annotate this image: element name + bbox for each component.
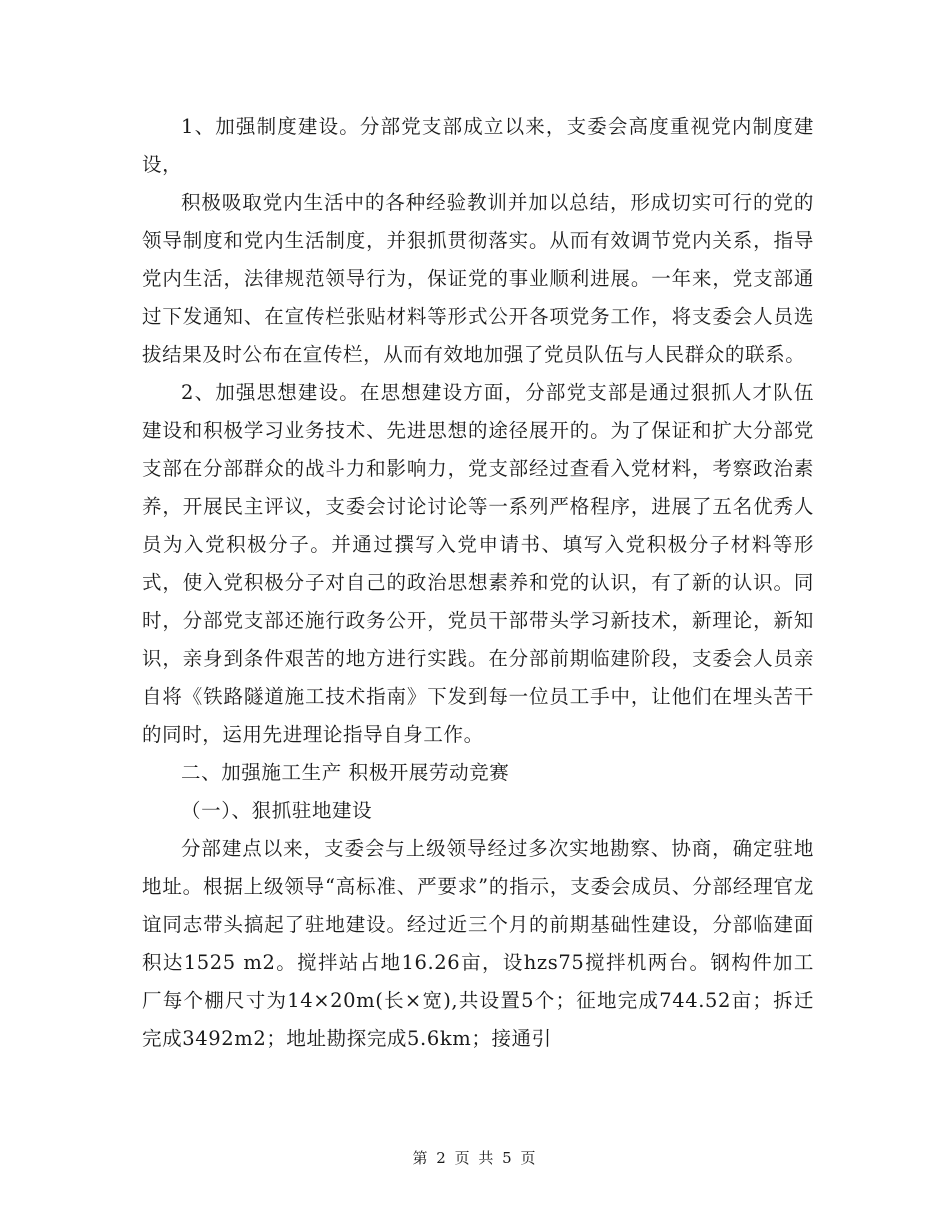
paragraph-system-building: 1、加强制度建设。分部党支部成立以来，支委会高度重视党内制度建设， [142,115,814,176]
section-heading-construction: 二、加强施工生产 积极开展劳动竞赛 [181,761,510,784]
paragraph-system-building-detail: 积极吸取党内生活中的各种经验教训并加以总结，形成切实可行的党的领导制度和党内生活制度，并狠抓贯彻落实。从而有效调节党内关系，指导党内生活，法律规范领导行为，保证党的事业顺利进展。一年来，党支部通过下发通知、在宣传栏张贴材料等形式公开各项党务工作，将支委会人员选拔结果及时公布在宣传栏，从而有效地加强了党员队伍与人民群众的联系。 [142,191,814,366]
subsection-heading-site: （一）、狠抓驻地建设 [181,799,373,822]
document-body [142,108,814,1058]
paragraph-ideology-building: 2、加强思想建设。在思想建设方面，分部党支部是通过狠抓人才队伍建设和积极学习业务技术、先进思想的途径展开的。为了保证和扩大分部党支部在分部群众的战斗力和影响力，党支部经过查看入党材料，考察政治素养，开展民主评议，支委会讨论讨论等一系列严格程序，进展了五名优秀人员为入党积极分子。并通过撰写入党申请书、填写入党积极分子材料等形式，使入党积极分子对自己的政治思想素养和党的认识，有了新的认识。同时，分部党支部还施行政务公开，党员干部带头学习新技术，新理论，新知识，亲身到条件艰苦的地方进行实践。在分部前期临建阶段，支委会人员亲自将《铁路隧道施工技术指南》下发到每一位员工手中，让他们在埋头苦干的同时，运用先进理论指导自身工作。 [142,381,814,746]
paragraph-site-construction: 分部建点以来，支委会与上级领导经过多次实地勘察、协商，确定驻地地址。根据上级领导“高标准、严要求”的指示，支委会成员、分部经理官龙谊同志带头搞起了驻地建设。经过近三个月的前期基础性建设，分部临建面积达1525 m2。搅拌站占地16.26亩，设hzs75搅拌机两台。钢构件加工厂每个棚尺寸为14×20m(长×宽),共设置5个；征地完成744.52亩；拆迁完成3492m2；地址勘探完成5.6km；接通引 [142,837,814,1050]
page-number-footer: 第 2 页 共 5 页 [412,1149,538,1167]
